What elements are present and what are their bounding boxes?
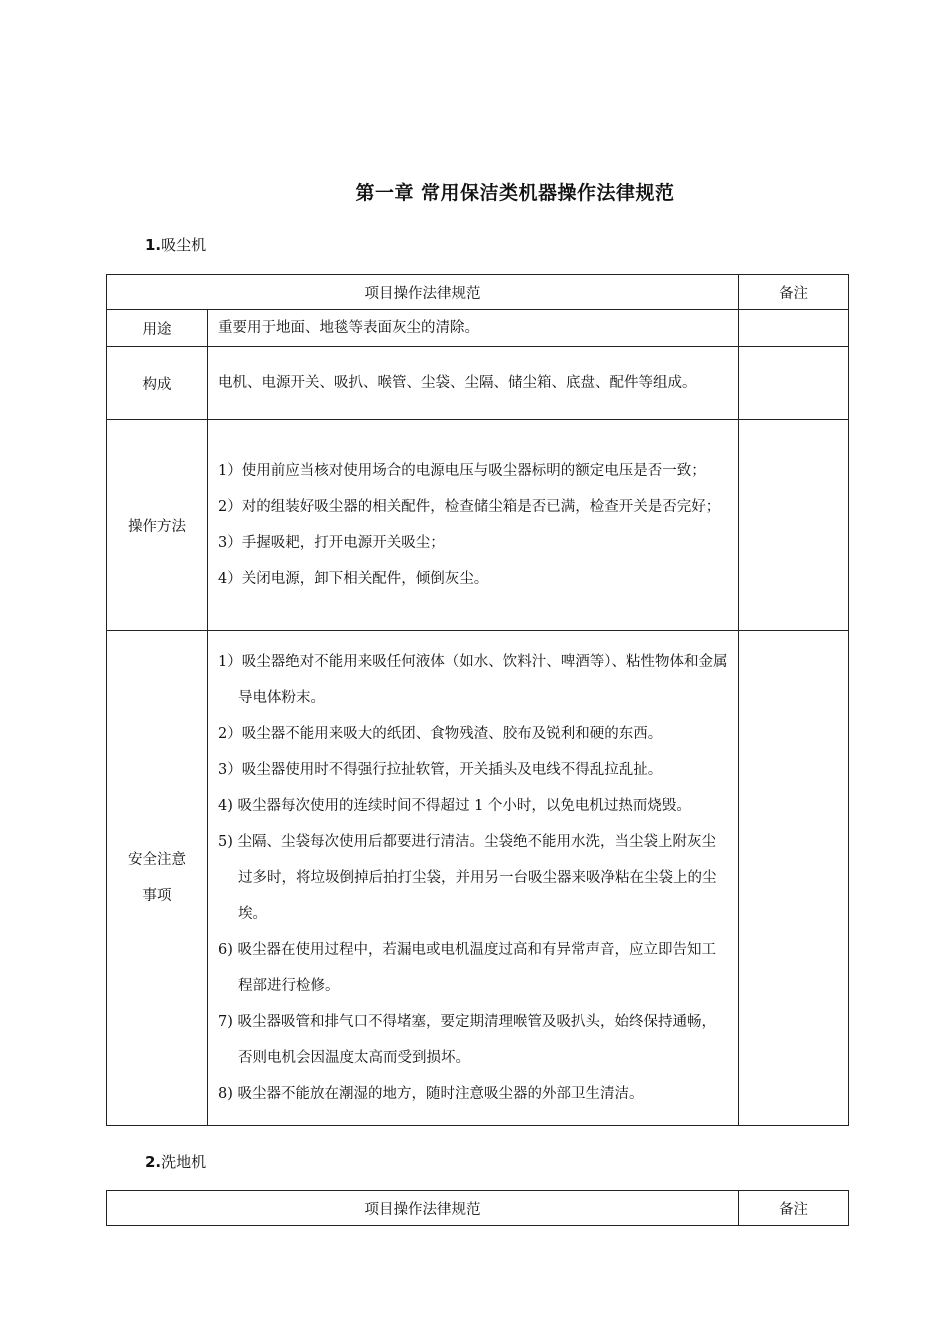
row-notes-composition — [739, 347, 849, 420]
list-item: 4）关闭电源，卸下相关配件，倾倒灰尘。 — [218, 571, 489, 587]
table-row-composition — [107, 347, 849, 420]
section-number: 2. — [145, 1153, 162, 1171]
row-content-safety — [208, 631, 739, 1126]
header-notes: 备注 — [739, 1191, 849, 1226]
chapter-title: 第一章 常用保洁类机器操作法律规范 — [355, 182, 675, 204]
row-content-operation — [208, 420, 739, 631]
list-item: 7) 吸尘器吸管和排气口不得堵塞，要定期清理喉管及吸扒头，始终保持通畅，否则电机会因温度太高而受到损坏。 — [218, 1014, 716, 1066]
list-item: 8) 吸尘器不能放在潮湿的地方，随时注意吸尘器的外部卫生清洁。 — [218, 1086, 644, 1102]
section-heading-vacuum — [145, 234, 206, 255]
header-main: 项目操作法律规范 — [107, 275, 739, 310]
header-main: 项目操作法律规范 — [107, 1191, 739, 1226]
row-label-safety-line2: 事项 — [142, 888, 172, 904]
list-item: 3）吸尘器使用时不得强行拉扯软管，开关插头及电线不得乱拉乱扯。 — [218, 762, 663, 778]
row-content-usage: 重要用于地面、地毯等表面灰尘的清除。 — [208, 310, 739, 347]
table-header-row — [107, 275, 849, 310]
table-row-safety — [107, 631, 849, 1126]
section-title: 洗地机 — [161, 1153, 207, 1171]
row-label-operation: 操作方法 — [107, 420, 208, 631]
list-item: 1）吸尘器绝对不能用来吸任何液体（如水、饮料汁、啤酒等）、粘性物体和金属导电体粉末。 — [218, 654, 728, 706]
row-notes-safety — [739, 631, 849, 1126]
list-item: 5) 尘隔、尘袋每次使用后都要进行清洁。尘袋绝不能用水洗，当尘袋上附灰尘过多时，将垃圾倒掉后拍打尘袋，并用另一台吸尘器来吸净粘在尘袋上的尘埃。 — [218, 834, 717, 922]
header-notes: 备注 — [739, 275, 849, 310]
section-heading-scrubber — [145, 1151, 206, 1172]
row-notes-usage — [739, 310, 849, 347]
row-label-safety — [107, 631, 208, 1126]
section-title: 吸尘机 — [161, 236, 207, 254]
section-number: 1. — [145, 236, 162, 254]
list-item: 3）手握吸耙，打开电源开关吸尘； — [218, 535, 445, 551]
list-item: 2）对的组装好吸尘器的相关配件，检查储尘箱是否已满，检查开关是否完好； — [218, 499, 721, 515]
list-item: 1）使用前应当核对使用场合的电源电压与吸尘器标明的额定电压是否一致； — [218, 463, 706, 479]
row-label-usage: 用途 — [107, 310, 208, 347]
table-header-row — [107, 1191, 849, 1226]
list-item: 4) 吸尘器每次使用的连续时间不得超过 1 个小时，以免电机过热而烧毁。 — [218, 798, 691, 814]
list-item: 6) 吸尘器在使用过程中，若漏电或电机温度过高和有异常声音，应立即告知工程部进行检修。 — [218, 942, 716, 994]
list-item: 2）吸尘器不能用来吸大的纸团、食物残渣、胶布及锐利和硬的东西。 — [218, 726, 663, 742]
table-row-usage — [107, 310, 849, 347]
row-notes-operation — [739, 420, 849, 631]
row-label-safety-line1: 安全注意 — [128, 852, 186, 868]
table-row-operation — [107, 420, 849, 631]
vacuum-spec-table — [106, 274, 849, 1126]
row-content-composition: 电机、电源开关、吸扒、喉管、尘袋、尘隔、储尘箱、底盘、配件等组成。 — [208, 347, 739, 420]
scrubber-spec-table — [106, 1190, 849, 1226]
row-label-composition: 构成 — [107, 347, 208, 420]
